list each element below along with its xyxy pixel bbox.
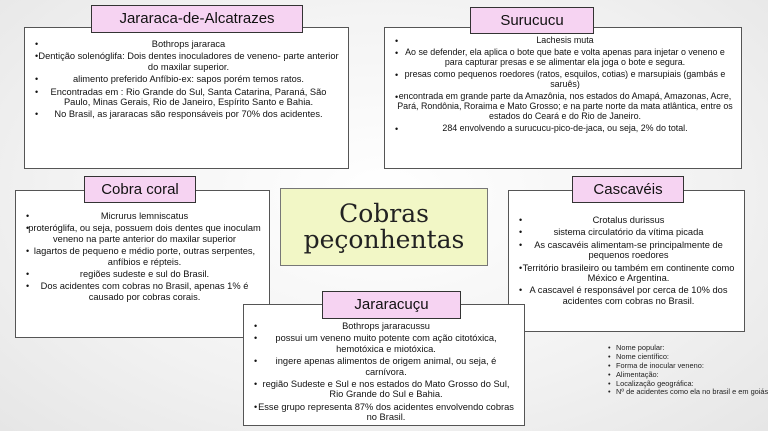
card-coral: [15, 190, 270, 338]
card-surucucu: [384, 27, 742, 169]
legend-item: • Nome popular:: [616, 344, 768, 353]
coral-item: • Dos acidentes com cobras no Brasil, apenas 1% é causado por cobras corais.: [28, 281, 261, 302]
card-cascaveis: [508, 190, 745, 332]
jararaca-item: • Bothrops jararaca: [37, 39, 340, 49]
legend-item: • Alimentação:: [616, 371, 768, 380]
jararacucu-item: • ingere apenas alimentos de origem animal, ou seja, é carnívora.: [256, 356, 516, 377]
card-jararacucu: [243, 304, 525, 426]
legend-item: • Nº de acidentes como ela no brasil e em goiás: [616, 388, 768, 397]
label-surucucu: Surucucu: [470, 7, 594, 34]
jararaca-item: • Dentição solenóglifa: Dois dentes inoculadores de veneno- parte anterior do maxilar superior.: [37, 51, 340, 72]
legend-item: • Forma de inocular veneno:: [616, 362, 768, 371]
jararaca-item: • No Brasil, as jararacas são responsáveis por 70% dos acidentes.: [37, 109, 340, 119]
surucucu-item: • Ao se defender, ela aplica o bote que bate e volta apenas para injetar o veneno e para capturar presas e se alimentar ela joga o bote e segura.: [397, 48, 733, 68]
jararacucu-item: • Esse grupo representa 87% dos acidentes envolvendo cobras no Brasil.: [256, 402, 516, 423]
jararaca-item: • alimento preferido Anfíbio-ex: sapos porém temos ratos.: [37, 74, 340, 84]
label-cascaveis: Cascavéis: [572, 176, 684, 203]
jararaca-item: • Encontradas em : Rio Grande do Sul, Santa Catarina, Paraná, São Paulo, Minas Gerais, Rio de Janeiro, Espírito Santo e Bahia.: [37, 87, 340, 108]
surucucu-item: • Lachesis muta: [397, 36, 733, 46]
label-jararacucu: Jararacuçu: [322, 291, 461, 319]
cascaveis-item: • sistema circulatório da vítima picada: [521, 227, 736, 237]
jararacucu-item: • região Sudeste e Sul e nos estados do Mato Grosso do Sul, Rio Grande do Sul e Bahia.: [256, 379, 516, 400]
jararacucu-item: • Bothrops jararacussu: [256, 321, 516, 331]
surucucu-item: • presas como pequenos roedores (ratos, esquilos, cotias) e marsupiais (gambás e saruês): [397, 70, 733, 90]
legend-list: [606, 344, 768, 397]
cascaveis-item: • As cascavéis alimentam-se principalmente de pequenos roedores: [521, 240, 736, 261]
label-coral: Cobra coral: [84, 176, 196, 203]
card-jararaca: [24, 27, 349, 169]
cascaveis-item: • Crotalus durissus: [521, 215, 736, 225]
coral-item: • Micrurus lemniscatus: [28, 211, 261, 221]
legend-item: • Localização geográfica:: [616, 380, 768, 389]
coral-item: • lagartos de pequeno e médio porte, outras serpentes, anfíbios e répteis.: [28, 246, 261, 267]
surucucu-item: • encontrada em grande parte da Amazônia, nos estados do Amapá, Amazonas, Acre, Pará, Rondônia, Roraima e Mato Grosso; e na parte norte da mata atlântica, entre os estados do Ceará e do Rio de Janeiro.: [397, 92, 733, 122]
surucucu-item: • 284 envolvendo a surucucu-pico-de-jaca, ou seja, 2% do total.: [397, 124, 733, 134]
jararacucu-item: • possui um veneno muito potente com ação citotóxica, hemotóxica e miotóxica.: [256, 333, 516, 354]
legend-item: • Nome científico:: [616, 353, 768, 362]
page-title: Cobras peçonhentas: [303, 198, 465, 254]
label-jararaca: Jararaca-de-Alcatrazes: [91, 5, 303, 33]
coral-item: • proteróglifa, ou seja, possuem dois dentes que inoculam veneno na parte anterior do maxilar superior: [28, 223, 261, 244]
cascaveis-item: • Território brasileiro ou também em continente como México e Argentina.: [521, 263, 736, 284]
coral-item: • regiões sudeste e sul do Brasil.: [28, 269, 261, 279]
main-title-box: [280, 188, 488, 266]
cascaveis-item: • A cascavel é responsável por cerca de 10% dos acidentes com cobras no Brasil.: [521, 285, 736, 306]
